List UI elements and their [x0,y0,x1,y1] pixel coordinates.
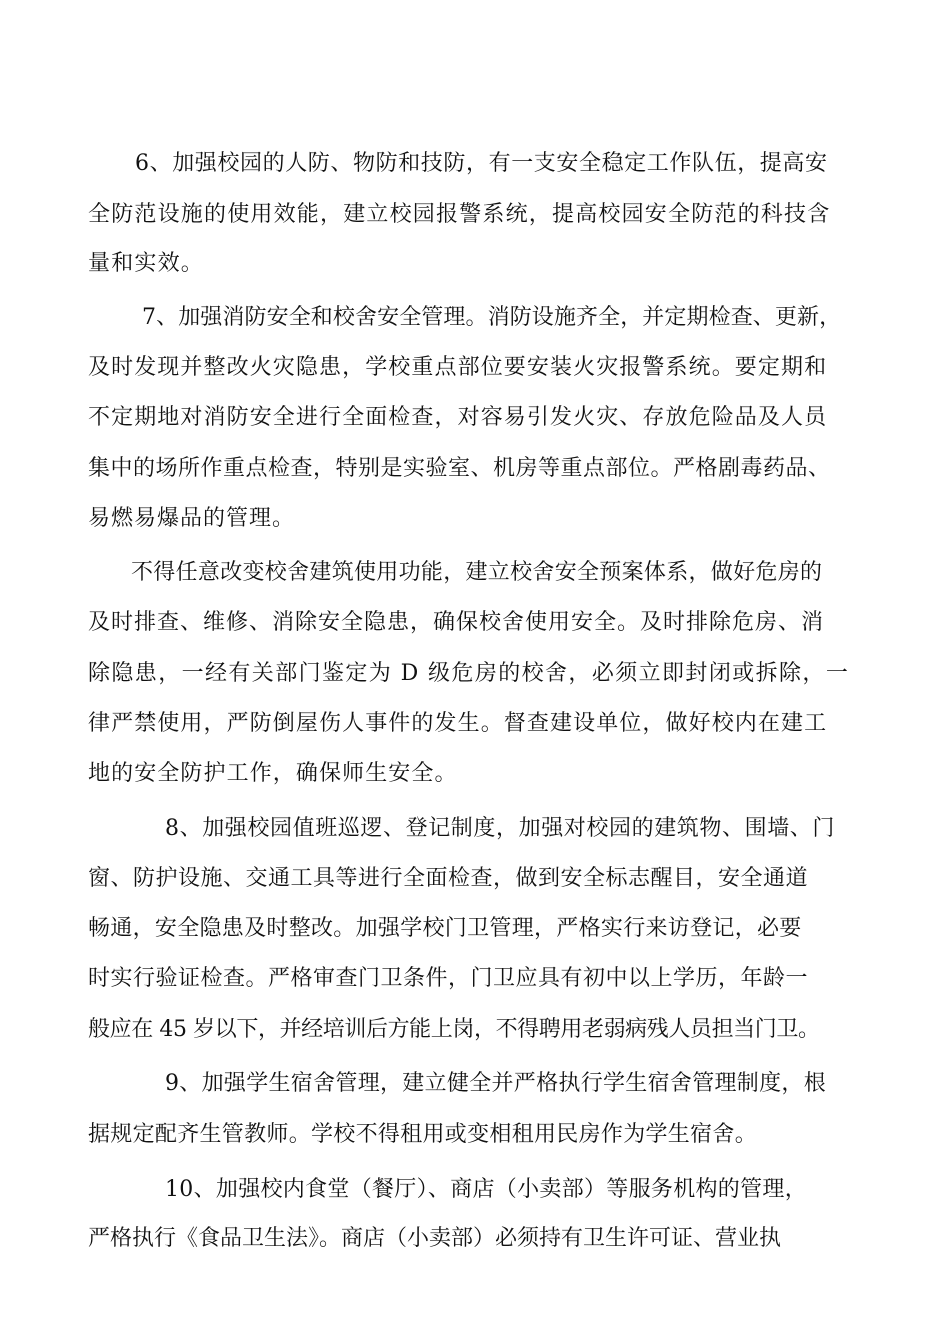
text-line: 不得任意改变校舍建筑使用功能，建立校舍安全预案体系，做好危房的 [131,560,823,585]
text-line: 畅通，安全隐患及时整改。加强学校门卫管理，严格实行来访登记，必要 [88,916,802,941]
text-line: 及时排查、维修、消除安全隐患，确保校舍使用安全。及时排除危房、消 [88,610,825,635]
text-line: 易燃易爆品的管理。 [88,506,296,531]
text-line: 除隐患，一经有关部门鉴定为 D 级危房的校舍，必须立即封闭或拆除，一 [88,661,850,686]
text-line: 10、加强校内食堂（餐厅）、商店（小卖部）等服务机构的管理， [165,1177,807,1202]
text-line: 据规定配齐生管教师。学校不得租用或变相租用民房作为学生宿舍。 [88,1122,758,1147]
text-line: 地的安全防护工作，确保师生安全。 [88,761,458,786]
text-line: 全防范设施的使用效能，建立校园报警系统，提高校园安全防范的科技含 [88,202,831,227]
text-line: 量和实效。 [88,251,205,276]
text-line: 9、加强学生宿舍管理，建立健全并严格执行学生宿舍管理制度，根 [165,1071,826,1096]
text-line: 严格执行《食品卫生法》。商店（小卖部）必须持有卫生许可证、营业执 [88,1226,782,1251]
text-line: 集中的场所作重点检查，特别是实验室、机房等重点部位。严格剧毒药品、 [88,456,831,481]
text-line: 律严禁使用，严防倒屋伤人事件的发生。督查建设单位，做好校内在建工 [88,711,828,736]
text-line: 6、加强校园的人防、物防和技防，有一支安全稳定工作队伍，提高安 [135,151,828,176]
text-line: 不定期地对消防安全进行全面检查，对容易引发火灾、存放危险品及人员 [88,405,828,430]
text-line: 时实行验证检查。严格审查门卫条件，门卫应具有初中以上学历，年龄一 [88,966,809,991]
text-line: 般应在 45 岁以下，并经培训后方能上岗，不得聘用老弱病残人员担当门卫。 [88,1017,820,1042]
text-line: 及时发现并整改火灾隐患，学校重点部位要安装火灾报警系统。要定期和 [88,355,828,380]
text-line: 窗、防护设施、交通工具等进行全面检查，做到安全标志醒目，安全通道 [88,866,809,891]
text-line: 8、加强校园值班巡逻、登记制度，加强对校园的建筑物、围墙、门 [165,816,835,841]
text-line: 7、加强消防安全和校舍安全管理。消防设施齐全，并定期检查、更新， [142,305,842,330]
